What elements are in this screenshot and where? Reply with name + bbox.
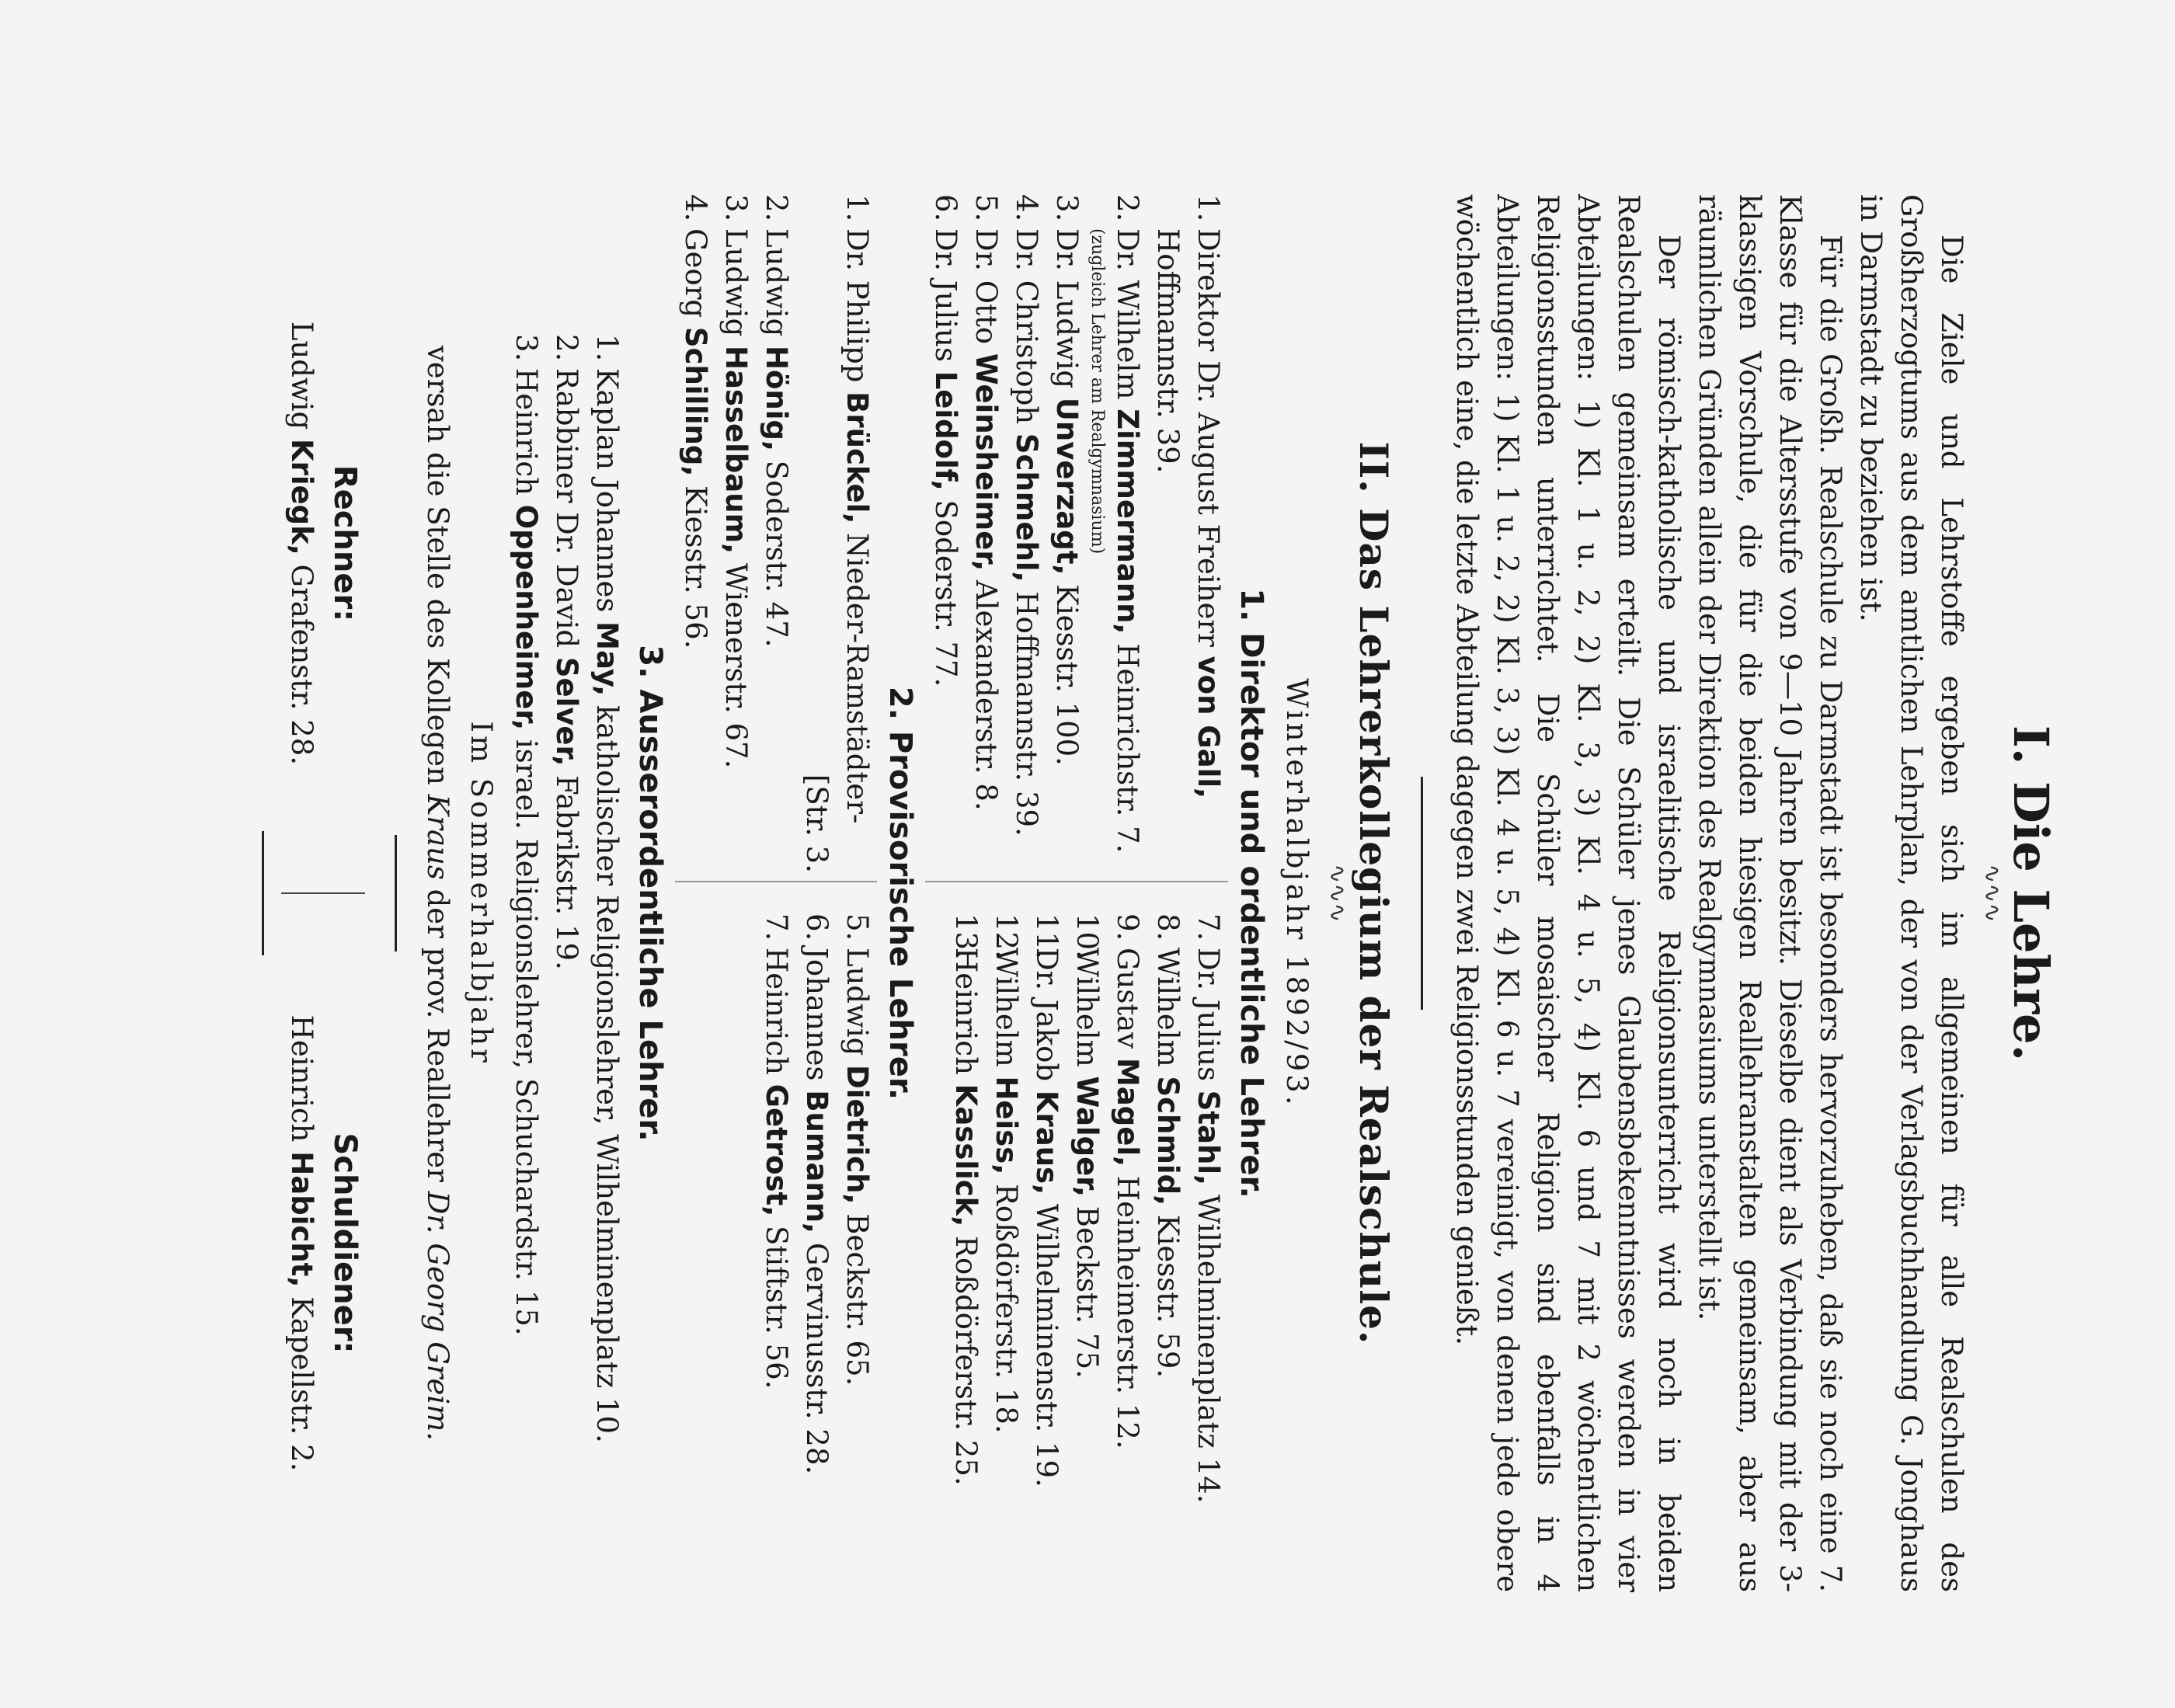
teacher-entry: 12.Wilhelm Heiss, Roßdörferstr. 18. (990, 913, 1023, 1434)
semester-heading: Winterhalbjahr 1892/93. (1280, 678, 1314, 1108)
schuldiener-block (281, 894, 365, 1592)
teacher-address: Hoffmannstr. 39. (1151, 228, 1185, 474)
teacher-entry: 9.Gustav Magel, Heinheimerstr. 12. (1111, 913, 1144, 1449)
teacher-entry: 6.Johannes Bumann, Gervinusstr. 28. (800, 913, 833, 1475)
divider (395, 835, 397, 951)
teacher-entry: 1.Dr. Philipp Brückel, Nieder-Ramstädter- (840, 194, 874, 824)
schuldiener-heading: Schuldiener: (327, 1132, 363, 1354)
teacher-entry: 6.Dr. Julius Leidolf, Soderstr. 77. (929, 194, 962, 687)
teacher-entry: 2.Ludwig Hönig, Soderstr. 47. (760, 194, 793, 648)
summer-note: versah die Stelle des Kollegen Kraus der prov. Reallehrer Dr. Georg Greim. (421, 345, 454, 1442)
rechner-heading: Rechner: (327, 464, 363, 622)
staff-footer (281, 194, 365, 1592)
teacher-entry: 11.Dr. Jakob Kraus, Wilhelminenstr. 19. (1030, 913, 1063, 1487)
section-1-title: I. Die Lehre. (2003, 725, 2059, 1062)
paragraph-klasse-7: Für die Großh. Realschule zu Darmstadt ist besonders hervorzuheben, daß sie noch eine 7. Klasse für die Altersstufe von 9—10 Jahren besitzt. Dieselbe dient als Verbindung mit der 3-klassigen Vorschule, die für die beiden hiesigen Reallehranstalten gemeinsam, aber aus räumlichen Gründen allein der Direktion des Realgymnasiums unterstellt ist. (1693, 194, 1847, 1592)
teacher-entry: 1.Kaplan Johannes May, katholischer Religionslehrer, Wilhelminenplatz 10. (590, 334, 624, 1443)
paragraph-religionsunterricht: Der römisch-katholische und israelitische Religionsunterricht wird noch in beiden Realschulen gemeinsam erteilt. Die Schüler jenes Glaubensbekenntnisses werden in vier Abteilungen: 1) Kl. 1 u. 2, 2) Kl. 3, 3) Kl. 4 u. 5, 4) Kl. 6 und 7 mit 2 wöchentlichen Religionsstunden unterrichtet. Die Schüler mosaischer Religion sind ebenfalls in 4 Abteilungen: 1) Kl. 1 u. 2, 2) Kl. 3, 3) Kl. 4 u. 5, 4) Kl. 6 u. 7 vereinigt, von denen jede obere wöchentlich eine, die letzte Abteilung dagegen zwei Religionsstunden genießt. (1450, 194, 1686, 1592)
teacher-entry: 3.Dr. Ludwig Unverzagt, Kiesstr. 100. (1050, 194, 1084, 766)
teacher-entry: 8.Wilhelm Schmid, Kiesstr. 59. (1151, 913, 1185, 1379)
teacher-entry: 3.Heinrich Oppenheimer, israel. Religionslehrer, Schuchardstr. 15. (510, 334, 543, 1336)
teacher-entry: 4.Dr. Christoph Schmehl, Hoffmannstr. 39. (1010, 194, 1043, 837)
ornament: ∿∿∿ (1978, 864, 2006, 923)
teachers-right-column (925, 913, 1228, 1592)
teacher-entry: 2.Dr. Wilhelm Zimmermann, Heinrichstr. 7. (1111, 194, 1144, 854)
teacher-entry: 7.Heinrich Getrost, Stiftstr. 56. (760, 913, 793, 1390)
teacher-entry: 10.Wilhelm Walger, Beckstr. 75. (1070, 913, 1104, 1379)
teacher-entry: 5.Dr. Otto Weinsheimer, Alexanderstr. 8. (969, 194, 1003, 811)
summer-heading: Im Sommerhalbjahr (465, 721, 498, 1066)
end-divider (262, 831, 264, 955)
rechner-block (281, 194, 365, 894)
teacher-entry: 3.Ludwig Hasselbaum, Wienerstr. 67. (719, 194, 753, 769)
teacher-entry: 4.Georg Schilling, Kiesstr. 56. (679, 194, 712, 649)
paragraph-lehrplan: Die Ziele und Lehrstoffe ergeben sich im allgemeinen für alle Realschulen des Großherzogtums aus dem amtlichen Lehrplan, der von der Verlagsbuchhandlung G. Jonghaus in Darmstadt zu beziehen ist. (1854, 194, 1968, 1592)
teachers-left-column (925, 194, 1228, 882)
teacher-address: [Str. 3. (800, 774, 833, 873)
ornament: ∿∿∿ (1324, 864, 1351, 923)
rotated-document-page (23, 16, 2152, 1693)
provisional-right-column (675, 913, 877, 1592)
teacher-entry: 7.Dr. Julius Stahl, Wilhelminenplatz 14. (1192, 913, 1225, 1504)
extraordinary-teachers-list (506, 194, 627, 1592)
subsection-3-title: 3. Ausserordentliche Lehrer. (632, 645, 668, 1142)
teachers-columns (925, 194, 1228, 1592)
section-divider (1421, 777, 1423, 1010)
rechner-entry: Ludwig Kriegk, Grafenstr. 28. (285, 321, 318, 766)
subsection-2-title: 2. Provisorische Lehrer. (882, 686, 918, 1101)
teacher-note: (zugleich Lehrer am Realgymnasium) (1088, 228, 1107, 555)
schuldiener-entry: Heinrich Habicht, Kapellstr. 2. (285, 1014, 318, 1472)
teacher-entry: 5.Ludwig Dietrich, Beckstr. 65. (840, 913, 874, 1386)
section-2-title: II. Das Lehrerkollegium der Realschule. (1351, 441, 1397, 1345)
teacher-entry: 1.Direktor Dr. August Freiherr von Gall, (1192, 194, 1225, 799)
provisional-columns (675, 194, 877, 1592)
teacher-entry: 2.Rabbiner Dr. David Selver, Fabrikstr. 19. (550, 334, 583, 970)
subsection-1-title: 1. Direktor und ordentliche Lehrer. (1234, 588, 1269, 1198)
teacher-entry: 13.Heinrich Kasslick, Roßdörferstr. 25. (949, 913, 983, 1486)
provisional-left-column (675, 194, 877, 882)
